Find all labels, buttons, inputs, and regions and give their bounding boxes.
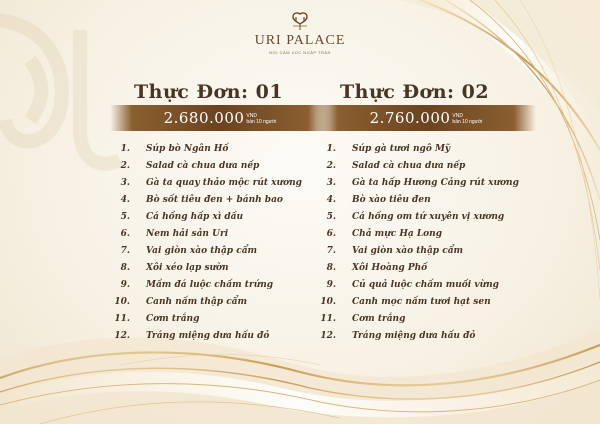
dish-number: 4.: [120, 195, 130, 205]
watermark-monogram: [0, 20, 120, 164]
dish-name: Salad cà chua dưa nếp: [352, 161, 466, 171]
dish-number: 10.: [320, 297, 336, 307]
dish-name: Tráng miệng dưa hấu đỏ: [146, 331, 270, 341]
dish-name: Gà ta quay thảo mộc rút xương: [146, 178, 302, 188]
dish-number: 11.: [114, 314, 130, 324]
dish-number: 5.: [326, 212, 336, 222]
dish-name: Xôi Hoàng Phố: [352, 263, 428, 273]
brand-tagline: NƠI CẢM XÚC NGẬP TRÀN: [269, 50, 331, 55]
dish-number: 3.: [120, 178, 130, 188]
dish-number: 11.: [320, 314, 336, 324]
dish-item: [316, 226, 536, 243]
dish-number: 1.: [326, 144, 336, 154]
dish-number: 4.: [326, 195, 336, 205]
dish-name: Cá hồng hấp xì dầu: [146, 212, 244, 222]
dish-name: Cá hồng om tứ xuyên vị xương: [352, 212, 505, 222]
dish-item: [316, 209, 536, 226]
price-band: [316, 105, 536, 131]
menu-title: Thực Đơn: 01: [134, 81, 284, 103]
dish-item: [316, 311, 536, 328]
dish-name: Bò xào tiêu đen: [352, 195, 431, 205]
dish-name: Cơm trắng: [352, 314, 406, 324]
dish-item: [316, 158, 536, 175]
dish-name: Canh nấm thập cẩm: [146, 297, 248, 307]
dish-list: [316, 141, 536, 345]
dish-number: 7.: [120, 246, 130, 256]
dish-name: Canh mọc nấm tươi hạt sen: [352, 297, 491, 307]
dish-number: 12.: [320, 331, 336, 341]
currency: VND: [452, 113, 463, 119]
dish-name: Tráng miệng dưa hấu đỏ: [352, 331, 476, 341]
brand-name: URI PALACE: [254, 33, 346, 48]
dish-name: Cơm trắng: [146, 314, 200, 324]
dish-number: 5.: [120, 212, 130, 222]
dish-number: 9.: [120, 280, 130, 290]
dish-number: 12.: [114, 331, 130, 341]
dish-name: Súp gà tươi ngô Mỹ: [352, 144, 451, 154]
per-table: bàn 10 người: [452, 119, 483, 125]
dish-number: 9.: [326, 280, 336, 290]
dish-number: 2.: [326, 161, 336, 171]
dish-name: Vai giòn xào thập cẩm: [352, 246, 464, 256]
dish-item: [110, 209, 330, 226]
menu-02: [316, 80, 536, 345]
dish-item: [110, 226, 330, 243]
dish-item: [316, 277, 536, 294]
dish-item: [110, 328, 330, 345]
brand-header: [250, 12, 350, 55]
dish-name: Củ quả luộc chấm muối vừng: [352, 280, 499, 290]
price-band: [110, 105, 330, 131]
menu-01: [110, 80, 330, 345]
dish-item: [316, 175, 536, 192]
dish-name: Vai giòn xào thập cẩm: [146, 246, 258, 256]
dish-number: 2.: [120, 161, 130, 171]
dish-name: Xôi xéo lạp sườn: [146, 263, 229, 273]
dish-item: [110, 277, 330, 294]
dish-item: [110, 294, 330, 311]
dish-number: 7.: [326, 246, 336, 256]
dish-number: 8.: [326, 263, 336, 273]
dish-name: Chả mực Hạ Long: [352, 229, 442, 239]
dish-name: Gà ta hấp Hương Cảng rút xương: [352, 178, 519, 188]
dish-item: [316, 243, 536, 260]
dish-item: [110, 260, 330, 277]
per-table: bàn 10 người: [246, 119, 277, 125]
dish-number: 10.: [114, 297, 130, 307]
price: 2.760.000: [369, 109, 451, 127]
dish-item: [110, 243, 330, 260]
dish-item: [316, 328, 536, 345]
dish-item: [110, 141, 330, 158]
dish-number: 6.: [326, 229, 336, 239]
dish-list: [110, 141, 330, 345]
dish-item: [316, 141, 536, 158]
dish-item: [110, 311, 330, 328]
menu-title: Thực Đơn: 02: [340, 81, 490, 103]
price: 2.680.000: [163, 109, 245, 127]
price-unit: [246, 113, 276, 125]
dish-name: Bò sốt tiêu đen + bánh bao: [146, 195, 283, 205]
dish-item: [316, 192, 536, 209]
dish-name: Nem hải sản Uri: [146, 229, 229, 239]
dish-item: [316, 294, 536, 311]
dish-number: 6.: [120, 229, 130, 239]
dish-name: Súp bò Ngân Hồ: [146, 144, 229, 154]
dish-number: 8.: [120, 263, 130, 273]
dish-number: 1.: [120, 144, 130, 154]
dish-name: Mầm đá luộc chấm trứng: [146, 280, 274, 290]
dish-item: [316, 260, 536, 277]
price-unit: [452, 113, 482, 125]
currency: VND: [246, 113, 257, 119]
dish-name: Salad cà chua dưa nếp: [146, 161, 260, 171]
dish-item: [110, 175, 330, 192]
dish-item: [110, 192, 330, 209]
dish-item: [110, 158, 330, 175]
dish-number: 3.: [326, 178, 336, 188]
uri-palace-logo-icon: [289, 12, 311, 32]
